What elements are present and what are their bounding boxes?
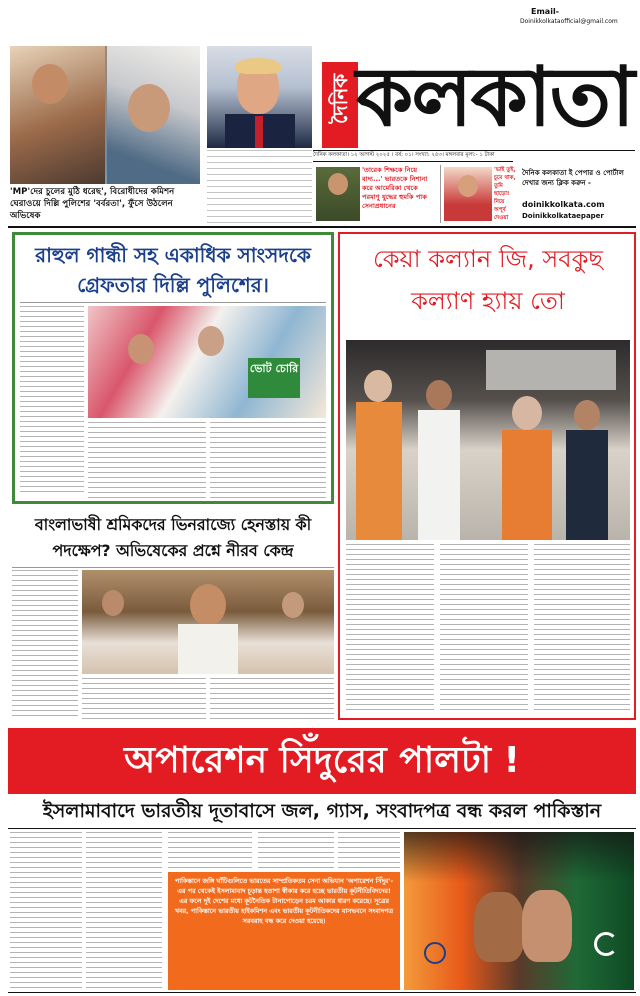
story-1-text-mid	[88, 422, 206, 500]
email-label: Email-	[531, 7, 560, 16]
story-1-rule	[20, 302, 326, 303]
masthead-rule-bottom	[313, 161, 513, 162]
top-left-caption: 'MP'দের চুলের মুঠি ধরেছ', বিরোধীদের কমিশন ঘেরাওয়ে দিল্লি পুলিশের 'বর্বরতা', ফুঁসে উঠলেন অভিষেক	[10, 187, 175, 221]
story-2-text-right	[210, 678, 334, 720]
epaper-link[interactable]: Doinikkolkataepaper	[522, 212, 604, 220]
story-2-headline: বাংলাভাষী শ্রমিকদের ভিনরাজ্যে হেনস্তায় কী পদক্ষেপ? অভিষেকের প্রশ্নে নীরব কেন্দ্র	[34, 515, 312, 560]
top-middle-text	[207, 150, 312, 225]
teaser-1-headline: 'তারেক শিক্ষকে নিয়ে বাদ্য...' ভারতকে নিশানা করে আমেরিকা থেকে পরমাণু যুদ্ধের হুমকি পাক সেনাপ্রধানের	[362, 166, 428, 210]
story-3-text-mid	[440, 544, 528, 714]
dateline: দৈনিক কলকাতা। ১২ আগস্ট ২০২৫ । বর্ষ: ০১। সংখ্যা: ২৫৩। মঙ্গলবার মূল্য:- ১ টাকা	[313, 152, 495, 158]
small-brand-text: দৈনিক	[328, 73, 352, 124]
section-rule-1	[8, 226, 636, 228]
story-4-text-1	[10, 832, 82, 990]
teaser-divider	[440, 165, 441, 223]
top-left-photo	[10, 46, 200, 184]
top-middle-photo	[207, 46, 312, 148]
email-link[interactable]: Doinikkolkataofficial@gmail.com	[520, 18, 618, 25]
masthead-logo: কলকাতা	[356, 50, 633, 145]
website-link[interactable]: doinikkolkata.com	[522, 200, 605, 209]
story-1-headline: রাহুল গান্ধী সহ একাধিক সাংসদকে গ্রেফতার দিল্লি পুলিশের।	[35, 243, 311, 297]
story-4-highlight-text: পাকিস্তানে জঙ্গি ঘাঁটিগুলিতে ভারতের সাম্প্রতিকতম সেনা অভিযান 'অপারেশন সিঁদুর'-এর পর থেকেই ইসলামাবাদ চূড়ান্ত হতাশা স্বীকার করে হচ্ছে ভারতীয় কূটনীতিবিদদের! এর ফলে দুই দেশের মধ্যে কূটনৈতিক টানাপোড়েন চরম আকার ধারণ করেছে। সূত্রের খবর, পাকিস্তানে ভারতীয় হাইকমিশন এবং ভারতীয় কূটনীতিকদের বাসভবনে সংবাদপত্র সরবরাহ বন্ধ করে দেওয়া হয়েছে।	[174, 877, 394, 925]
story-1-text-right	[210, 422, 326, 500]
vote-chor-sign: ভোট চোরি	[248, 358, 300, 398]
story-3-headline: কেয়া কল্যান জি, সবকুছ কল্যাণ হ্যায় তো	[373, 245, 603, 315]
masthead-small-brand	[322, 62, 358, 148]
story-2-photo	[82, 570, 334, 674]
teaser-2-headline: 'ভাই তুই, চুমে থাক, তুমি ছাড়ো! নিয়ে অপূর্ব দেওয়া	[494, 167, 516, 221]
story-4-text-3	[168, 832, 252, 868]
story-4-headline: ইসলামাবাদে ভারতীয় দূতাবাসে জল, গ্যাস, সংবাদপত্র বন্ধ করল পাকিস্তান	[42, 800, 602, 822]
story-4-rule	[8, 828, 636, 829]
story-3-text-right	[534, 544, 630, 714]
story-4-text-4	[258, 832, 334, 868]
story-3-text-left	[346, 544, 434, 714]
story-2-text-left	[12, 570, 78, 720]
story-1-text-left	[20, 306, 84, 496]
promo-text: দৈনিক কলকাতা ই পেপার ও পোর্টাল দেখার জন্য ক্লিক করুন -	[522, 169, 624, 187]
teaser-1-photo	[316, 167, 360, 221]
story-3-photo	[346, 340, 630, 540]
banner-headline: অপারেশন সিঁদুরের পালটা !	[124, 740, 520, 781]
story-4-text-5	[338, 832, 400, 868]
story-4-photo	[404, 832, 634, 990]
story-1-photo	[88, 306, 326, 418]
page-border-bottom	[8, 992, 636, 993]
story-4-text-2	[86, 832, 162, 990]
teaser-2-photo	[444, 167, 492, 221]
story-2-text-mid	[82, 678, 206, 720]
story-2-rule	[12, 567, 334, 568]
